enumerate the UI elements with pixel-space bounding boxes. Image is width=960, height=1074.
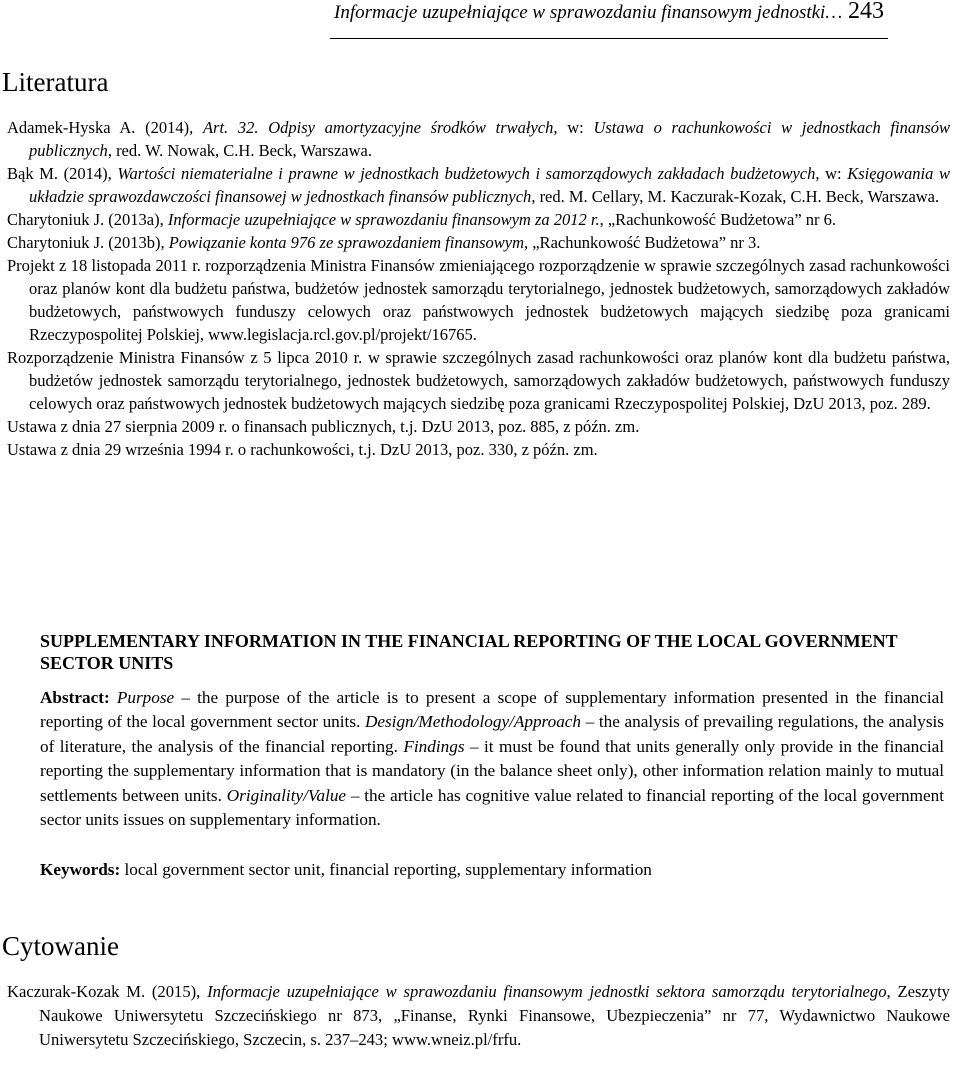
findings-text: – it must be found that units generally only provide in the financial reporting the supplementary information that is mandatory (in the balance sheet only), other information relation mainly to mutual settlements between units. [40, 736, 944, 805]
keywords-label: Keywords: [40, 860, 121, 880]
design-label: Design/Methodology/Approach [364, 712, 582, 732]
abstract-label: Abstract: [40, 688, 110, 707]
purpose-label: Purpose [116, 688, 175, 707]
reference-item: Bąk M. (2014), Wartości niematerialne i prawne w jednostkach budżetowych i samorządowych zakładach budżetowych, w: Księgowania w układzie sprawozdawczości finansowej w jednostkach finansów publicznych, red. M. Cellary, M. Kaczurak-Kozak, C.H. Beck, Warszawa. [7, 164, 950, 206]
keywords [40, 858, 944, 882]
page-number: 243 [848, 0, 884, 24]
citation-text: Kaczurak-Kozak M. (2015), Informacje uzupełniające w sprawozdaniu finansowym jednostki sektora samorządu terytorialnego, Zeszyty Naukowe Uniwersytetu Szczecińskiego nr 873, „Finanse, Rynki Finansowe, Ubezpieczenia” nr 77, Wydawnictwo Naukowe Uniwersytetu Szczecińskiego, Szczecin, s. 237–243; www.wneiz.pl/frfu. [7, 982, 950, 1049]
reference-item: Charytoniuk J. (2013a), Informacje uzupełniające w sprawozdaniu finansowym za 2012 r., „Rachunkowość Budżetowa” nr 6. [7, 210, 837, 229]
reference-item: Ustawa z dnia 27 sierpnia 2009 r. o finansach publicznych, t.j. DzU 2013, poz. 885, z późn. zm. [7, 417, 640, 436]
abstract [40, 686, 944, 832]
originality-text: – the article has cognitive value related to financial reporting of the local government sector units issues on supplementary information. [40, 785, 944, 830]
reference-item: Charytoniuk J. (2013b), Powiązanie konta 976 ze sprawozdaniem finansowym, „Rachunkowość Budżetowa” nr 3. [7, 233, 761, 252]
purpose-text: – the purpose of the article is to present a scope of supplementary information presented in the financial reporting of the local government sector units. [40, 688, 944, 732]
literature-heading: Literatura [2, 67, 109, 97]
running-header-title: Informacje uzupełniające w sprawozdaniu finansowym jednostki… [334, 2, 843, 23]
originality-label: Originality/Value [226, 785, 347, 805]
running-header [330, 0, 888, 39]
english-title: SUPPLEMENTARY INFORMATION IN THE FINANCIAL REPORTING OF THE LOCAL GOVERNMENT SECTOR UNITS [40, 631, 898, 673]
keywords-text: local government sector unit, financial reporting, supplementary information [120, 860, 652, 880]
reference-list [7, 116, 950, 461]
english-summary [40, 630, 944, 882]
citation-heading: Cytowanie [2, 931, 119, 961]
reference-item: Ustawa z dnia 29 września 1994 r. o rachunkowości, t.j. DzU 2013, poz. 330, z późn. zm. [7, 440, 598, 459]
findings-label: Findings [403, 736, 465, 756]
reference-item: Adamek-Hyska A. (2014), Art. 32. Odpisy amortyzacyjne środków trwałych, w: Ustawa o rachunkowości w jednostkach finansów publicznych, red. W. Nowak, C.H. Beck, Warszawa. [7, 118, 951, 160]
design-text: – the analysis of prevailing regulations, the analysis of literature, the analysis of the financial reporting. [40, 712, 944, 756]
reference-item: Projekt z 18 listopada 2011 r. rozporządzenia Ministra Finansów zmieniającego rozporządzenie w sprawie szczególnych zasad rachunkowości oraz planów kont dla budżetu państwa, budżetów jednostek samorządu terytorialnego, jednostek budżetowych, samorządowych zakładów budżetowych, państwowych funduszy celowych oraz państwowych jednostek budżetowych mających siedzibę poza granicami Rzeczypospolitej Polskiej, www.legislacja.rcl.gov.pl/projekt/16765. [7, 256, 950, 344]
reference-item: Rozporządzenie Ministra Finansów z 5 lipca 2010 r. w sprawie szczególnych zasad rachunkowości oraz planów kont dla budżetu państwa, budżetów jednostek samorządu terytorialnego, jednostek budżetowych, samorządowych zakładów budżetowych, państwowych funduszy celowych oraz państwowych jednostek budżetowych mających siedzibę poza granicami Rzeczypospolitej Polskiej, DzU 2013, poz. 289. [7, 348, 950, 413]
citation [7, 980, 950, 1052]
